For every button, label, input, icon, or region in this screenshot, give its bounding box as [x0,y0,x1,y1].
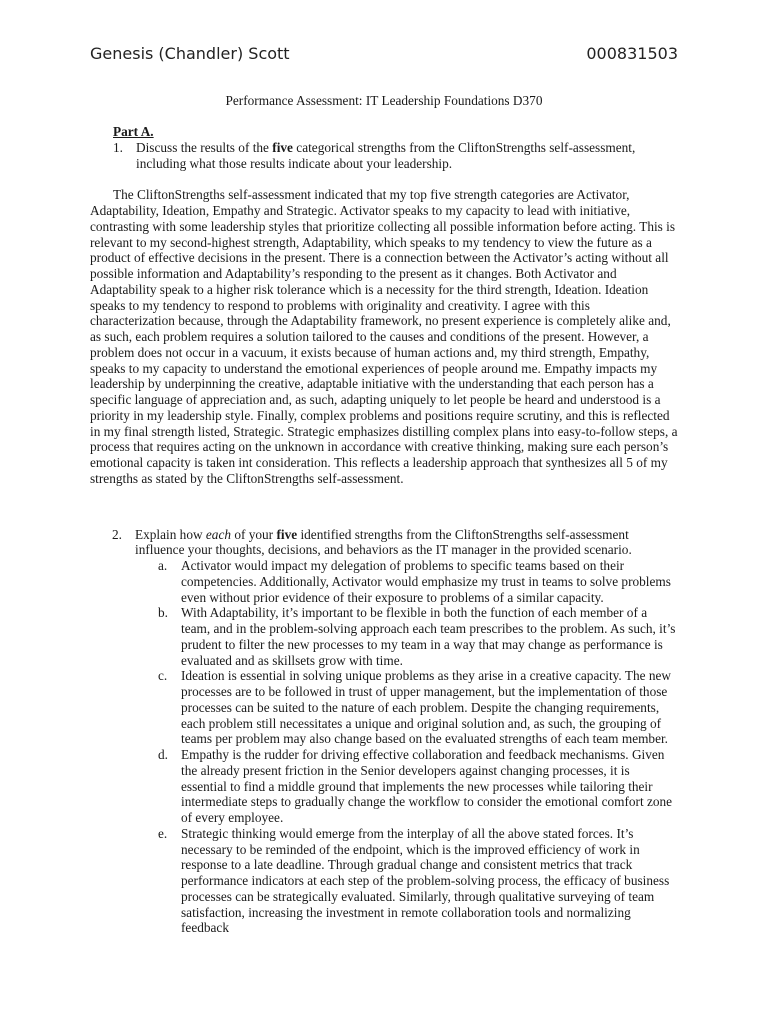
sub-item-letter: e. [158,825,168,841]
question-1-text-end: categorical strengths from the CliftonStrengths self-assessment, including what those results indicate about your leadership. [136,139,636,171]
sub-item-text: Strategic thinking would emerge from the interplay of all the above stated forces. It’s necessary to be reminded of the endpoint, which is the improved efficiency of work in response to a late deadline. Through gradual change and consistent metrics that track performance indicators at each step of the problem-solving process, the efficacy of business processes can be strategically evaluated. Similarly, through qualitative surveying of team satisfaction, increasing the investment in remote collaboration tools and normalizing feedback [181,825,670,936]
sub-item-letter: b. [158,605,168,621]
question-2-text-mid: of your [231,526,277,542]
question-2 [112,527,678,559]
author-name: Genesis (Chandler) Scott [90,44,290,63]
sub-item-text: With Adaptability, it’s important to be flexible in both the function of each member of a team, and in the problem-solving approach each team prescribes to the problem. As such, it’s prudent to filter the new processes to my team in a way that may change as performance is evaluated and as skillsets grow with time. [181,605,676,668]
question-2-emphasis: five [276,526,298,542]
answer-1-paragraph: The CliftonStrengths self-assessment indicated that my top five strength categories are Activator, Adaptability, Ideation, Empathy and Strategic. Activator speaks to my capacity to lead with initiative, contrasting with some leadership styles that prioritize collecting all possible information before acting. This is relevant to my second-highest strength, Adaptability, which speaks to my tendency to view the future as a product of effective decisions in the present. There is a connection between the Activator’s acting without all possible information and Adaptability’s responding to the present as it changes. Both Activator and Adaptability speak to a higher risk tolerance which is a necessity for the third strength, Ideation. Ideation speaks to my tendency to respond to problems with originality and creativity. I agree with this characterization because, through the Adaptability framework, no present experience is completely alike and, as such, each problem requires a solution tailored to the causes and conditions of the present. However, a problem does not occur in a vacuum, it exists because of human actions and, my third strength, Empathy, speaks to my capacity to understand the emotional experiences of people around me. Empathy impacts my leadership by underpinning the creative, adaptable initiative with the understanding that each person has a specific language of appreciation and, as such, adapting uniquely to let people be heard and understood is a priority in my leadership style. Finally, complex problems and positions require scrutiny, and this is reflected in my final strength listed, Strategic. Strategic emphasizes distilling complex plans into easy-to-follow steps, a process that requires acting on the unknown in accordance with creative thinking, making sure each person’s emotional capacity is taken int consideration. This reflects a leadership approach that synthesizes all 5 of my strengths as stated by the CliftonStrengths self-assessment. [90,187,678,486]
question-2-text [135,527,678,559]
sub-item-a [158,558,678,605]
document-body [90,124,678,936]
sub-item-letter: a. [158,558,168,573]
question-2-text-start: Explain how [135,526,206,542]
sub-item-letter: d. [158,747,168,762]
student-id: 000831503 [586,44,678,63]
question-1-number: 1. [113,139,123,155]
sub-item-text: Activator would impact my delegation of problems to specific teams based on their competencies. Additionally, Activator would emphasize my trust in teams to solve problems even without prior evidence of their exposure to problems of a similar capacity. [181,558,671,605]
sub-item-c [158,668,678,747]
sub-item-b [158,605,678,668]
question-2-number: 2. [112,526,122,542]
sub-item-text: Empathy is the rudder for driving effective collaboration and feedback mechanisms. Given the already present friction in the Senior developers against changing processes, it is essential to find a middle ground that implements the new processes while tailoring their intermediate steps to gradually change the workflow to consider the emotional comfort zone of every employee. [181,747,673,825]
question-1-text [136,140,678,172]
question-2-italic: each [205,526,232,542]
question-1-emphasis: five [272,139,293,155]
sub-item-list [158,558,678,936]
sub-item-text: Ideation is essential in solving unique problems as they arise in a creative capacity. The new processes are to be followed in trust of upper management, but the implementation of those processes can be suited to the nature of each problem. Despite the changing requirements, each problem still necessitates a unique and original solution and, as such, the grouping of teams per problem may also change based on the evaluated strengths of each team member. [181,668,671,747]
question-1 [113,140,678,172]
sub-item-d [158,747,678,826]
question-1-text-start: Discuss the results of the [136,139,273,155]
page-header [90,44,678,63]
sub-item-e [158,826,678,936]
document-title: Performance Assessment: IT Leadership Foundations D370 [225,93,543,108]
question-2-text-end: identified strengths from the CliftonStrengths self-assessment influence your thoughts, decisions, and behaviors as the IT manager in the provided scenario. [135,526,632,558]
sub-item-letter: c. [158,668,168,684]
part-a-heading: Part A. [113,124,154,139]
